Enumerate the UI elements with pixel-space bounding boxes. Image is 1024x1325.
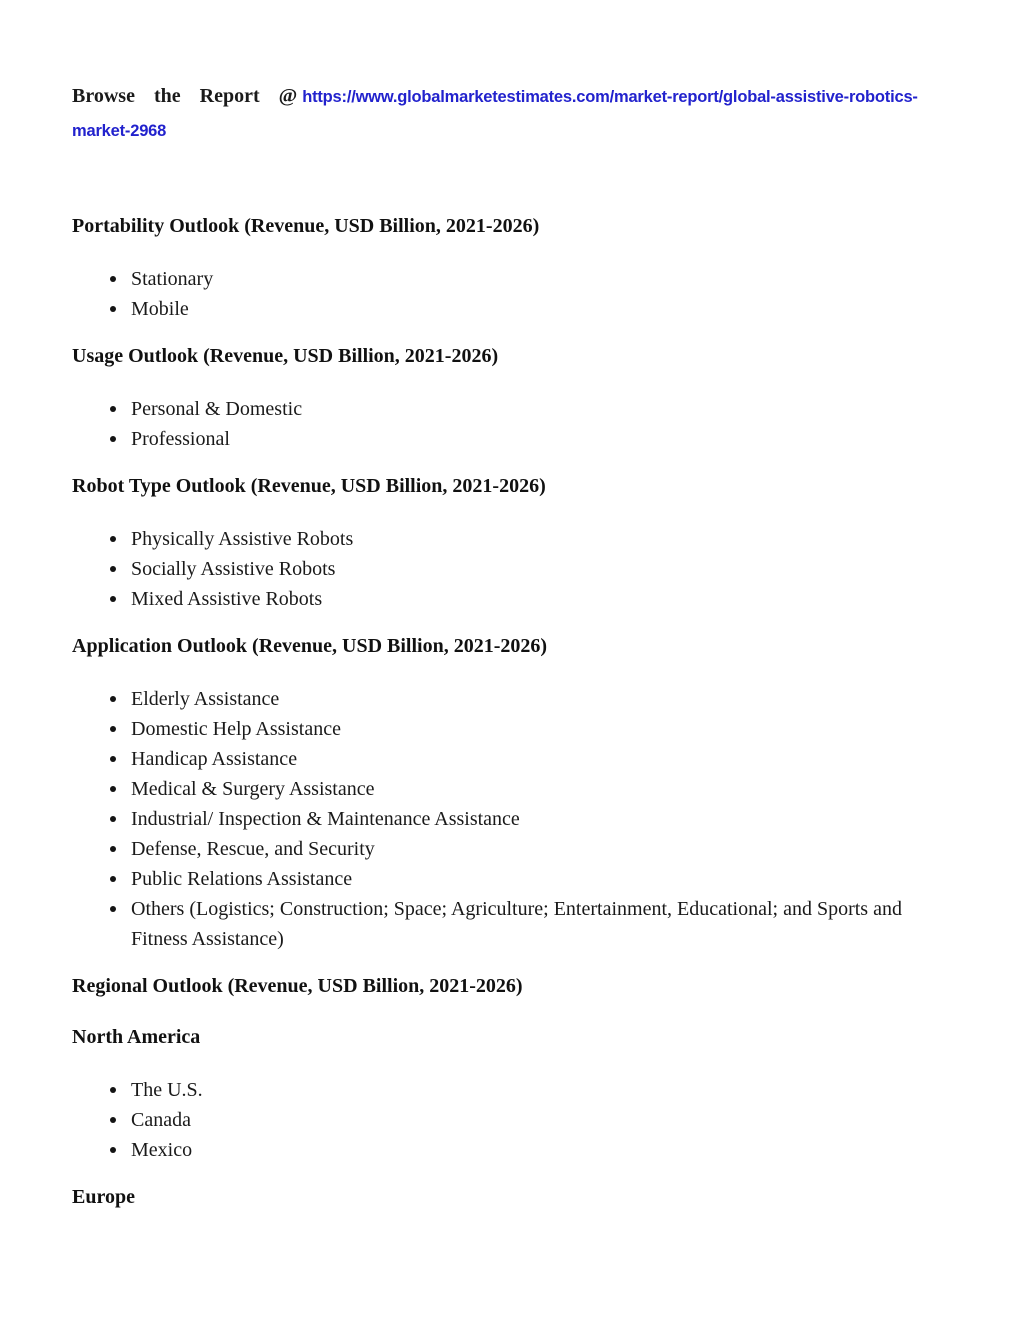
list-item-label: Domestic Help Assistance xyxy=(131,718,341,740)
list-item-label: Industrial/ Inspection & Maintenance Assistance xyxy=(131,808,520,830)
list-item-label: Elderly Assistance xyxy=(131,688,280,710)
section-heading-portability: Portability Outlook (Revenue, USD Billion, 2021-2026) xyxy=(72,215,540,237)
list-item xyxy=(131,894,952,954)
list-item xyxy=(131,524,952,554)
report-url-part1[interactable]: https://www.globalmarketestimates.com/market-report/global-assistive-robotics- xyxy=(302,88,918,106)
section-heading-europe: Europe xyxy=(72,1186,135,1208)
bullet-icon xyxy=(110,306,116,312)
list-item-label: Mexico xyxy=(131,1139,193,1161)
list-item xyxy=(131,424,952,454)
usage-list xyxy=(72,394,952,454)
list-item xyxy=(131,744,952,774)
list-item xyxy=(131,294,952,324)
list-item-label: Professional xyxy=(131,428,230,450)
list-item-label: Defense, Rescue, and Security xyxy=(131,838,375,860)
portability-list xyxy=(72,264,952,324)
bullet-icon xyxy=(110,816,116,822)
list-item-label: Personal & Domestic xyxy=(131,398,303,420)
bullet-icon xyxy=(110,696,116,702)
list-item xyxy=(131,834,952,864)
bullet-icon xyxy=(110,876,116,882)
bullet-icon xyxy=(110,566,116,572)
list-item-label: Others (Logistics; Construction; Space; Agriculture; Entertainment, Educational; and Sports and Fitness Assistance) xyxy=(131,898,902,950)
list-item-label: Canada xyxy=(131,1109,191,1131)
list-item xyxy=(131,1105,952,1135)
bullet-icon xyxy=(110,1147,116,1153)
list-item xyxy=(131,394,952,424)
bullet-icon xyxy=(110,786,116,792)
bullet-icon xyxy=(110,406,116,412)
report-url-part2[interactable]: market-2968 xyxy=(72,122,167,140)
browse-report-label: Browse the Report @ xyxy=(72,85,298,107)
bullet-icon xyxy=(110,1117,116,1123)
list-item xyxy=(131,1075,952,1105)
list-item xyxy=(131,264,952,294)
section-heading-application: Application Outlook (Revenue, USD Billion, 2021-2026) xyxy=(72,635,548,657)
list-item-label: Public Relations Assistance xyxy=(131,868,353,890)
bullet-icon xyxy=(110,536,116,542)
bullet-icon xyxy=(110,436,116,442)
list-item xyxy=(131,684,952,714)
section-heading-regional: Regional Outlook (Revenue, USD Billion, 2021-2026) xyxy=(72,975,523,997)
bullet-icon xyxy=(110,906,116,912)
list-item xyxy=(131,774,952,804)
section-heading-robot-type: Robot Type Outlook (Revenue, USD Billion, 2021-2026) xyxy=(72,475,546,497)
list-item-label: Medical & Surgery Assistance xyxy=(131,778,375,800)
list-item-label: Mixed Assistive Robots xyxy=(131,588,323,610)
list-item xyxy=(131,584,952,614)
browse-report-line xyxy=(72,80,952,148)
bullet-icon xyxy=(110,726,116,732)
list-item-label: Socially Assistive Robots xyxy=(131,558,336,580)
list-item xyxy=(131,804,952,834)
bullet-icon xyxy=(110,846,116,852)
list-item-label: Handicap Assistance xyxy=(131,748,298,770)
bullet-icon xyxy=(110,276,116,282)
list-item xyxy=(131,864,952,894)
list-item xyxy=(131,554,952,584)
list-item xyxy=(131,714,952,744)
application-list xyxy=(72,684,952,954)
section-heading-north-america: North America xyxy=(72,1026,201,1048)
list-item-label: Mobile xyxy=(131,298,189,320)
bullet-icon xyxy=(110,1087,116,1093)
robot-type-list xyxy=(72,524,952,614)
list-item-label: Physically Assistive Robots xyxy=(131,528,354,550)
bullet-icon xyxy=(110,756,116,762)
section-heading-usage: Usage Outlook (Revenue, USD Billion, 2021-2026) xyxy=(72,345,499,367)
list-item-label: The U.S. xyxy=(131,1079,203,1101)
north-america-list xyxy=(72,1075,952,1165)
list-item xyxy=(131,1135,952,1165)
list-item-label: Stationary xyxy=(131,268,214,290)
bullet-icon xyxy=(110,596,116,602)
